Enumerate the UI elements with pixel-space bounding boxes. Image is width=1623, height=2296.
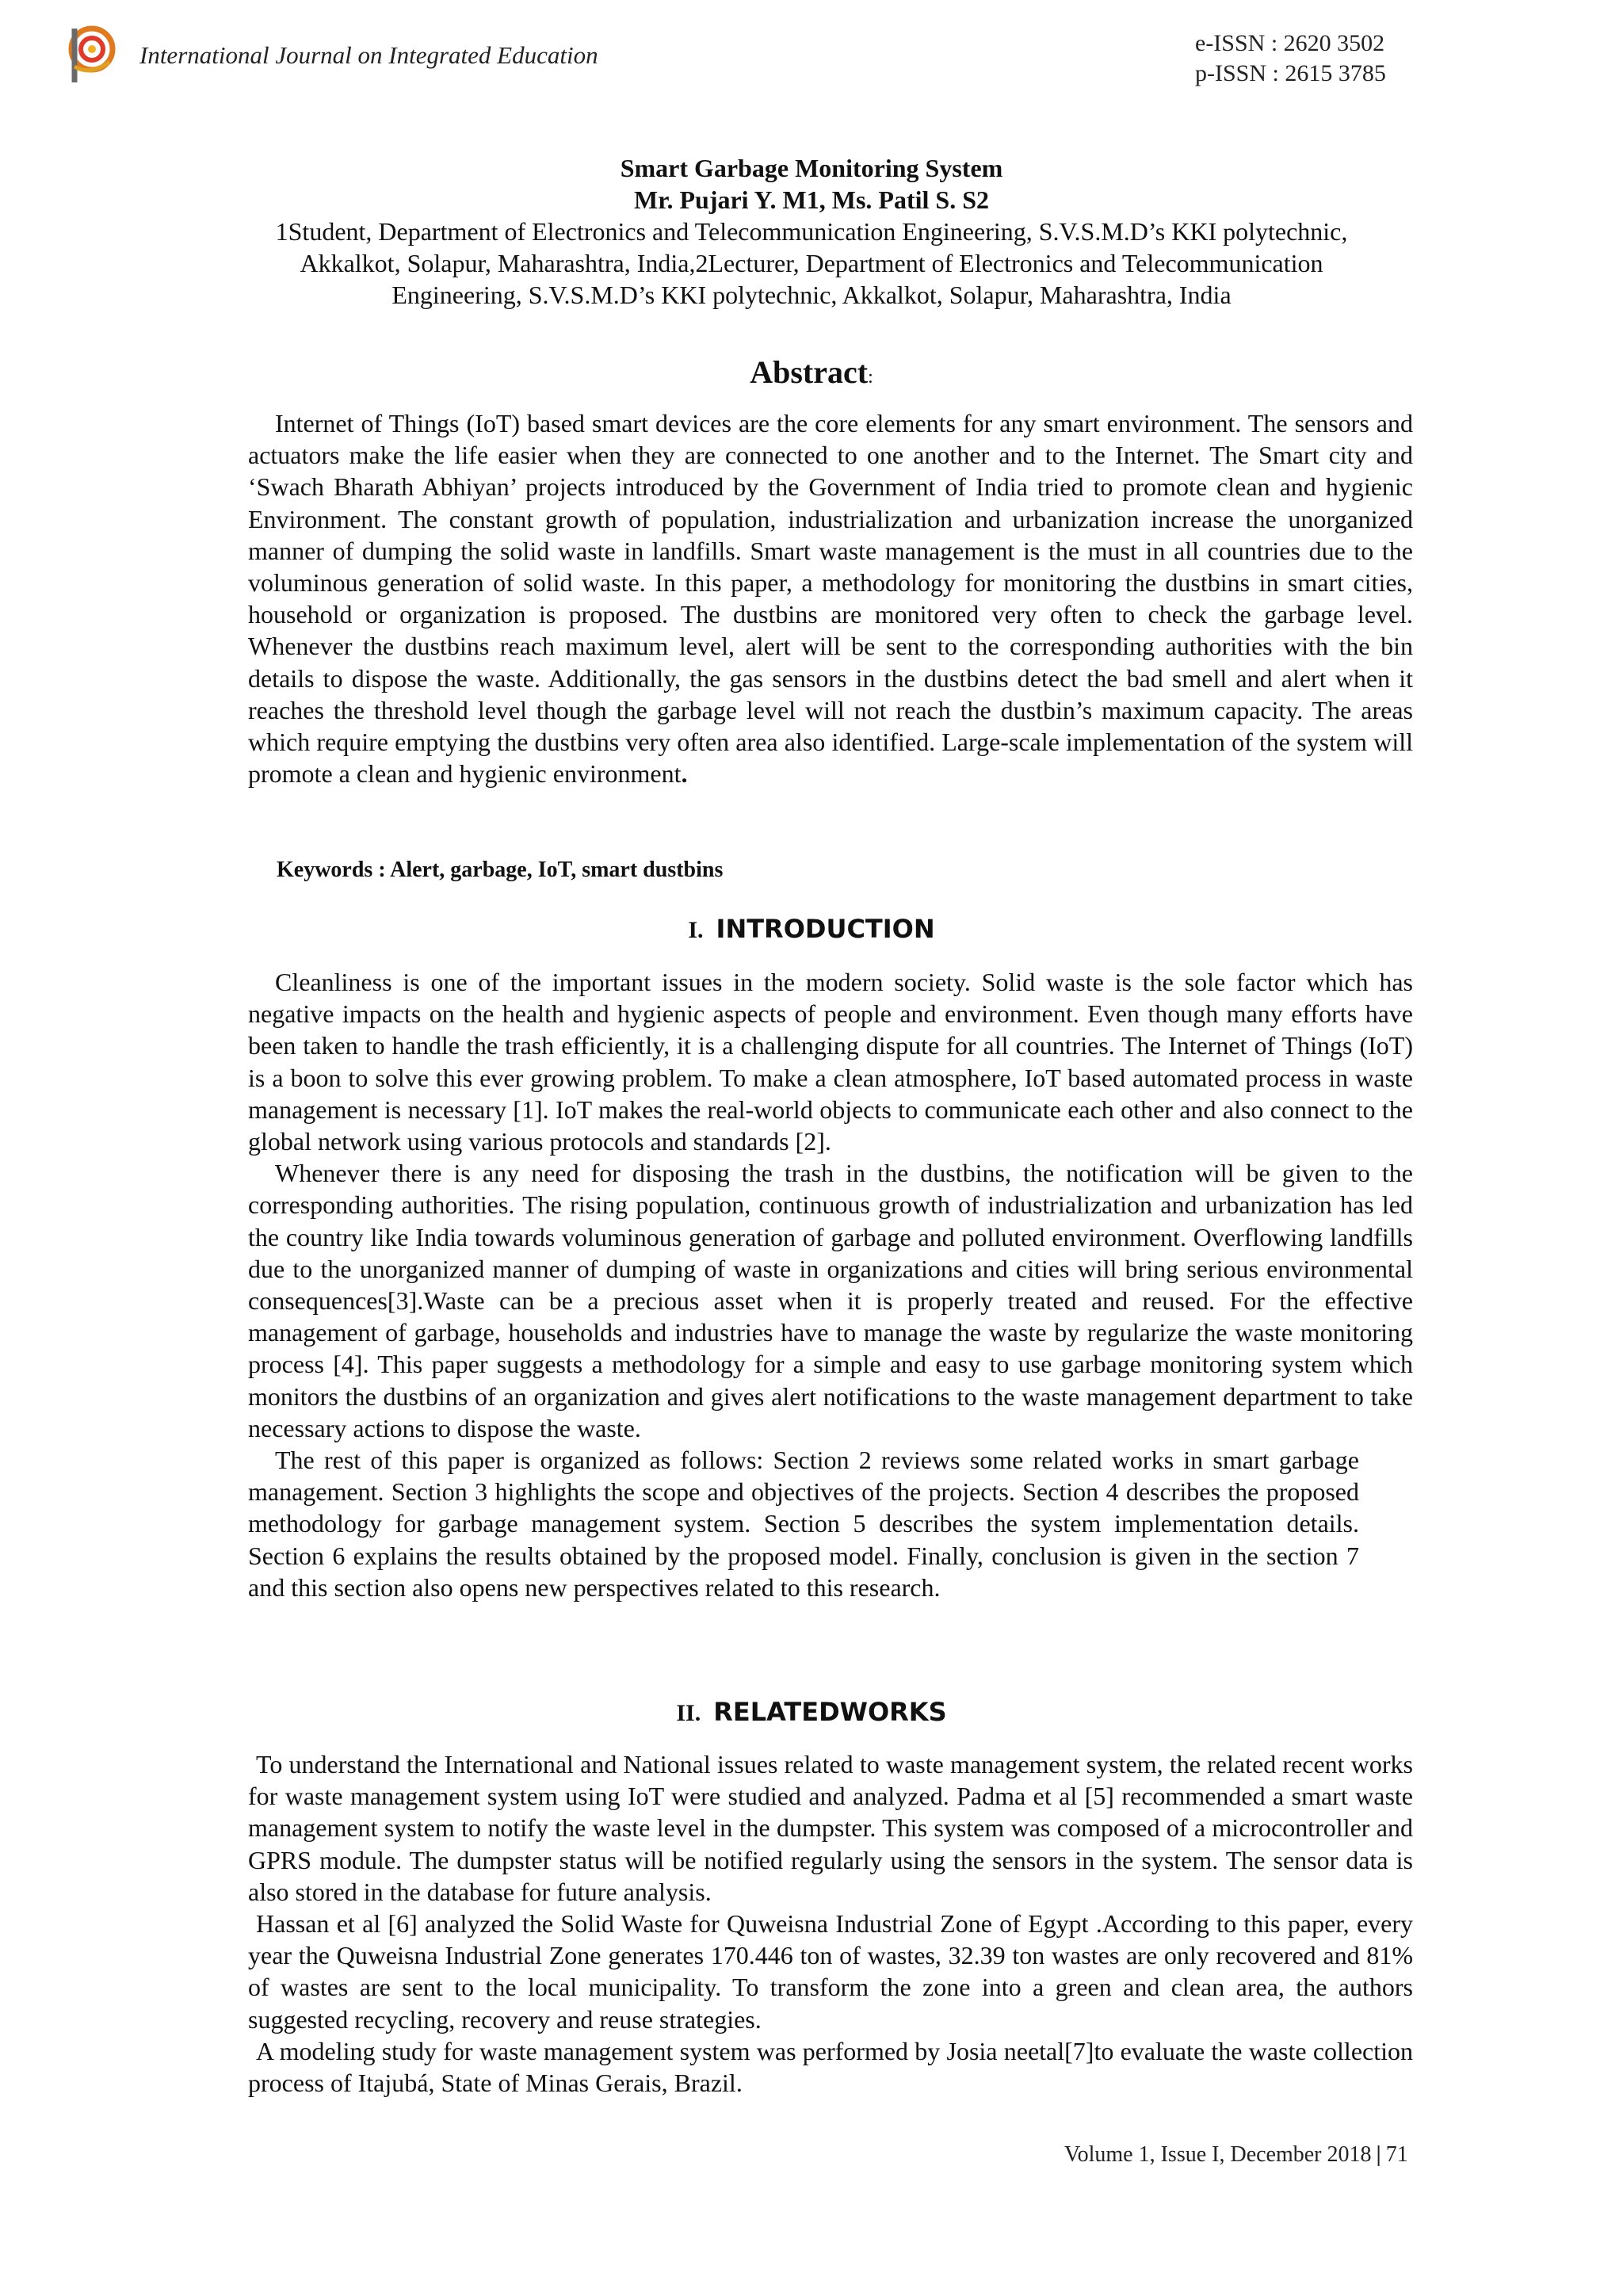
paper-title: Smart Garbage Monitoring System <box>620 154 1003 182</box>
section-heading-related-works <box>0 1697 1623 1727</box>
section-title: RELATEDWORKS <box>713 1697 947 1727</box>
paragraph: To understand the International and National issues related to waste management system, the related recent works for waste management system using IoT were studied and analyzed. Padma et al [5] recommended a smart waste management system to notify the waste level in the dumpster. This system was composed of a microcontroller and GPRS module. The dumpster status will be notified regularly using the sensors in the system. The sensor data is also stored in the database for future analysis. <box>248 1750 1413 1906</box>
related-works-body <box>248 1748 1413 2099</box>
keywords: Keywords : Alert, garbage, IoT, smart dustbins <box>277 858 724 882</box>
p-issn: p-ISSN : 2615 3785 <box>1195 60 1386 86</box>
title-block <box>190 152 1433 311</box>
affiliation-line: Akkalkot, Solapur, Maharashtra, India,2Lecturer, Department of Electronics and Telecommunication <box>300 249 1323 277</box>
footer-separator: | <box>1376 2142 1381 2167</box>
page-number: 71 <box>1385 2142 1408 2167</box>
affiliation-line: 1Student, Department of Electronics and Telecommunication Engineering, S.V.S.M.D’s KKI polytechnic, <box>275 217 1348 246</box>
abstract-heading-text: Abstract <box>750 354 869 390</box>
abstract-body: Internet of Things (IoT) based smart devices are the core elements for any smart environment. The sensors and actuators make the life easier when they are connected to one another and to the Internet. The Smart city and ‘Swach Bharath Abhiyan’ projects introduced by the Government of India tried to promote clean and hygienic Environment. The constant growth of population, industrialization and urbanization increase the unorganized manner of dumping the solid waste in landfills. Smart waste management is the must in all countries due to the voluminous generation of solid waste. In this paper, a methodology for monitoring the dustbins in smart cities, household or organization is proposed. The dustbins are monitored very often to check the garbage level. Whenever the dustbins reach maximum level, alert will be sent to the corresponding authorities with the bin details to dispose the waste. Additionally, the gas sensors in the dustbins detect the bad smell and alert when it reaches the threshold level though the garbage level will not reach the dustbin’s maximum capacity. The areas which require emptying the dustbins very often area also identified. Large-scale implementation of the system will promote a clean and hygienic environment <box>248 409 1413 789</box>
abstract-text <box>248 407 1413 789</box>
abstract-heading <box>0 353 1623 391</box>
affiliation-line: Engineering, S.V.S.M.D’s KKI polytechnic, Akkalkot, Solapur, Maharashtra, India <box>391 281 1232 309</box>
page-footer <box>1064 2142 1408 2168</box>
section-heading-introduction <box>0 914 1623 944</box>
volume-info: Volume 1, Issue I, December 2018 <box>1064 2142 1372 2167</box>
section-number: I. <box>688 917 704 943</box>
introduction-body <box>248 966 1413 1603</box>
abstract-heading-colon: : <box>868 367 873 388</box>
issn-block <box>1195 29 1386 89</box>
paragraph: Hassan et al [6] analyzed the Solid Waste for Quweisna Industrial Zone of Egypt .According to this paper, every year the Quweisna Industrial Zone generates 170.446 ton of wastes, 32.39 ton wastes are only recovered and 81% of wastes are sent to the local municipality. To transform the zone into a green and clean area, the authors suggested recycling, recovery and reuse strategies. <box>248 1909 1413 2034</box>
journal-logo <box>67 21 122 86</box>
e-issn: e-ISSN : 2620 3502 <box>1195 30 1385 56</box>
paragraph: Cleanliness is one of the important issues in the modern society. Solid waste is the sole factor which has negative impacts on the health and hygienic aspects of people and environment. Even though many efforts have been taken to handle the trash efficiently, it is a challenging dispute for all countries. The Internet of Things (IoT) is a boon to solve this ever growing problem. To make a clean atmosphere, IoT based automated process in waste management is necessary [1]. IoT makes the real-world objects to communicate each other and also connect to the global network using various protocols and standards [2]. <box>248 968 1413 1156</box>
paragraph: The rest of this paper is organized as follows: Section 2 reviews some related works in smart garbage management. Section 3 highlights the scope and objectives of the projects. Section 4 describes the proposed methodology for garbage management system. Section 5 describes the system implementation details. Section 6 explains the results obtained by the proposed model. Finally, conclusion is given in the section 7 and this section also opens new perspectives related to this research. <box>248 1446 1359 1602</box>
section-title: INTRODUCTION <box>716 914 935 944</box>
paragraph: Whenever there is any need for disposing the trash in the dustbins, the notification will be given to the corresponding authorities. The rising population, continuous growth of industrialization and urbanization has led the country like India towards voluminous generation of garbage and polluted environment. Overflowing landfills due to the unorganized manner of dumping of waste in organizations and cities will bring serious environmental consequences[3].Waste can be a precious asset when it is properly treated and reused. For the effective management of garbage, households and industries have to manage the waste by regularize the waste monitoring process [4]. This paper suggests a methodology for a simple and easy to use garbage monitoring system which monitors the dustbins of an organization and gives alert notifications to the waste management department to take necessary actions to dispose the waste. <box>248 1159 1413 1442</box>
paragraph: A modeling study for waste management system was performed by Josia neetal[7]to evaluate the waste collection process of Itajubá, State of Minas Gerais, Brazil. <box>248 2036 1413 2098</box>
journal-name: International Journal on Integrated Education <box>139 41 598 69</box>
authors: Mr. Pujari Y. M1, Ms. Patil S. S2 <box>634 185 989 214</box>
abstract-end: . <box>681 759 688 789</box>
journal-header <box>67 21 598 86</box>
section-number: II. <box>676 1700 701 1726</box>
